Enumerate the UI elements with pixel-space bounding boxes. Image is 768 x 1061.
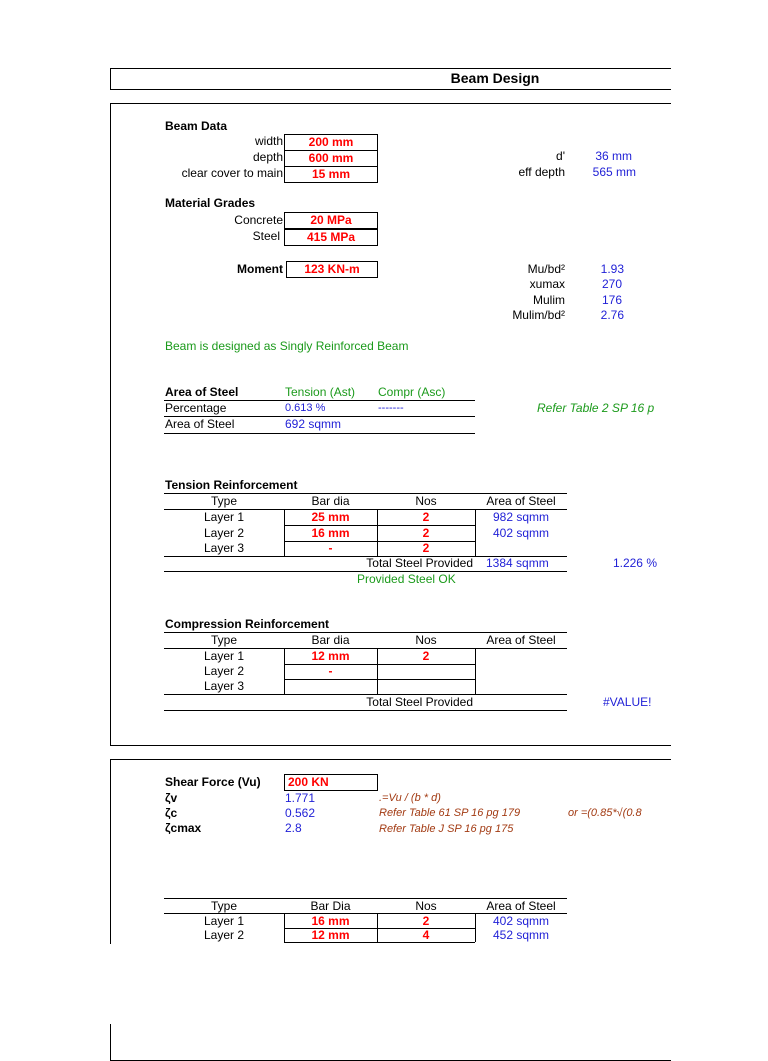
area-steel-col-compr: Compr (Asc) [378,385,446,399]
shear-l2-type: Layer 2 [203,928,245,942]
tcmax-reference-note: Refer Table J SP 16 pg 175 [379,823,514,835]
tension-l3-nos[interactable]: 2 [422,541,430,555]
tension-l1-type: Layer 1 [203,510,245,524]
shear-l1-area: 402 sqmm [492,914,550,928]
tension-l1-dia[interactable]: 25 mm [311,510,350,524]
shear-header-dia: Bar Dia [310,899,351,913]
tension-total-label: Total Steel Provided [366,556,473,570]
steel-label: Steel [252,229,280,243]
shear-vline-1 [284,913,285,942]
shear-l2-area: 452 sqmm [492,928,550,942]
tc-reference-note: Refer Table 61 SP 16 pg 179 [379,807,521,819]
tension-l2-dia[interactable]: 16 mm [311,526,350,540]
d-prime-label: d' [556,149,565,163]
compression-header-dia: Bar dia [311,633,350,647]
design-message: Beam is designed as Singly Reinforced Beam [165,339,409,353]
eff-depth-value: 565 mm [592,165,636,179]
moment-input[interactable]: 123 KN-m [286,261,378,278]
cover-input[interactable]: 15 mm [284,166,378,183]
area-tension: 692 sqmm [285,417,342,431]
area-label: Area of Steel [165,417,235,431]
compression-l2-nos[interactable] [377,664,475,679]
tc-label: ζc [165,806,178,820]
shear-l2-nos[interactable]: 4 [422,928,430,942]
area-steel-heading: Area of Steel [165,385,239,399]
depth-input[interactable]: 600 mm [284,150,378,167]
compression-l2-dia[interactable]: - [328,664,333,678]
compression-vline-3 [475,648,476,694]
tension-l1-area: 982 sqmm [492,510,550,524]
shear-l1-type: Layer 1 [203,914,245,928]
shear-header-nos: Nos [415,899,437,913]
beam-data-heading: Beam Data [165,119,228,133]
mulim-bd2-label: Mulim/bd² [512,308,565,322]
tension-l2-area: 402 sqmm [492,526,550,540]
percentage-compr: ------- [378,402,404,414]
tension-l2-type: Layer 2 [203,526,245,540]
tension-vline-3 [475,509,476,556]
table-reference-note: Refer Table 2 SP 16 p [537,401,655,415]
tension-header-area: Area of Steel [486,494,556,508]
compression-l1-nos[interactable]: 2 [422,649,430,663]
mu-bd2-label: Mu/bd² [527,262,565,276]
shear-force-label: Shear Force (Vu) [165,775,261,789]
shear-l1-dia[interactable]: 16 mm [311,914,350,928]
concrete-input[interactable]: 20 MPa [284,212,378,229]
compression-l2-type: Layer 2 [203,664,245,678]
compression-vline-1 [284,648,285,694]
cover-label: clear cover to main [181,166,283,180]
shear-l1-nos[interactable]: 2 [422,914,430,928]
compression-total-value: #VALUE! [603,695,652,709]
tension-total-percent: 1.226 % [612,556,657,570]
shear-force-input[interactable]: 200 KN [284,774,378,791]
tension-l1-nos[interactable]: 2 [422,510,430,524]
compression-header-area: Area of Steel [486,633,556,647]
mu-bd2-value: 1.93 [600,262,624,276]
width-input[interactable]: 200 mm [284,134,378,151]
tension-vline-1 [284,509,285,556]
percentage-tension: 0.613 % [285,402,326,414]
tcmax-value: 2.8 [285,821,302,835]
shear-vline-2 [377,913,378,942]
tension-l3-type: Layer 3 [203,541,245,555]
tv-value: 1.771 [285,791,316,805]
tension-vline-2 [377,509,378,556]
material-heading: Material Grades [165,196,256,210]
tension-l2-nos[interactable]: 2 [422,526,430,540]
d-prime-value: 36 mm [595,149,632,163]
bottom-mask [0,944,768,1024]
compression-l3-nos[interactable] [377,679,475,694]
page-title: Beam Design [450,70,540,86]
compression-l3-type: Layer 3 [203,679,245,693]
mulim-label: Mulim [533,293,565,307]
compression-vline-2 [377,648,378,694]
tension-status: Provided Steel OK [357,572,456,586]
shear-vline-3 [475,913,476,942]
compression-l1-dia[interactable]: 12 mm [311,649,350,663]
mulim-value: 176 [601,293,622,307]
compression-l3-dia[interactable] [284,679,377,694]
tension-total-value: 1384 sqmm [486,556,549,570]
tc-alt-formula: or =(0.85*√(0.8 [568,807,642,819]
eff-depth-label: eff depth [518,165,565,179]
shear-header-type: Type [210,899,237,913]
depth-label: depth [252,150,283,164]
tc-value: 0.562 [285,806,316,820]
compression-l1-type: Layer 1 [203,649,245,663]
tension-header-nos: Nos [415,494,437,508]
tension-heading: Tension Reinforcement [165,478,298,492]
width-label: width [254,134,283,148]
tv-label: ζv [165,791,178,805]
xumax-label: xumax [529,277,565,291]
area-steel-line-3 [164,433,475,434]
tension-header-dia: Bar dia [311,494,350,508]
compression-total-label: Total Steel Provided [366,695,473,709]
tv-formula-note: .=Vu / (b * d) [379,792,441,804]
moment-label: Moment [237,262,283,276]
compression-header-nos: Nos [415,633,437,647]
concrete-label: Concrete [234,213,283,227]
shear-l2-dia[interactable]: 12 mm [311,928,350,942]
compression-total-line [164,710,567,711]
mulim-bd2-value: 2.76 [600,308,624,322]
percentage-label: Percentage [165,401,227,415]
tension-header-type: Type [210,494,237,508]
tension-l3-dia[interactable]: - [328,541,333,555]
area-steel-col-tension: Tension (Ast) [285,385,356,399]
shear-row-line-2 [284,942,475,943]
tcmax-label: ζcmax [165,821,202,835]
shear-header-area: Area of Steel [486,899,556,913]
xumax-value: 270 [601,277,622,291]
steel-input[interactable]: 415 MPa [284,229,378,246]
compression-header-type: Type [210,633,237,647]
compression-heading: Compression Reinforcement [165,617,330,631]
